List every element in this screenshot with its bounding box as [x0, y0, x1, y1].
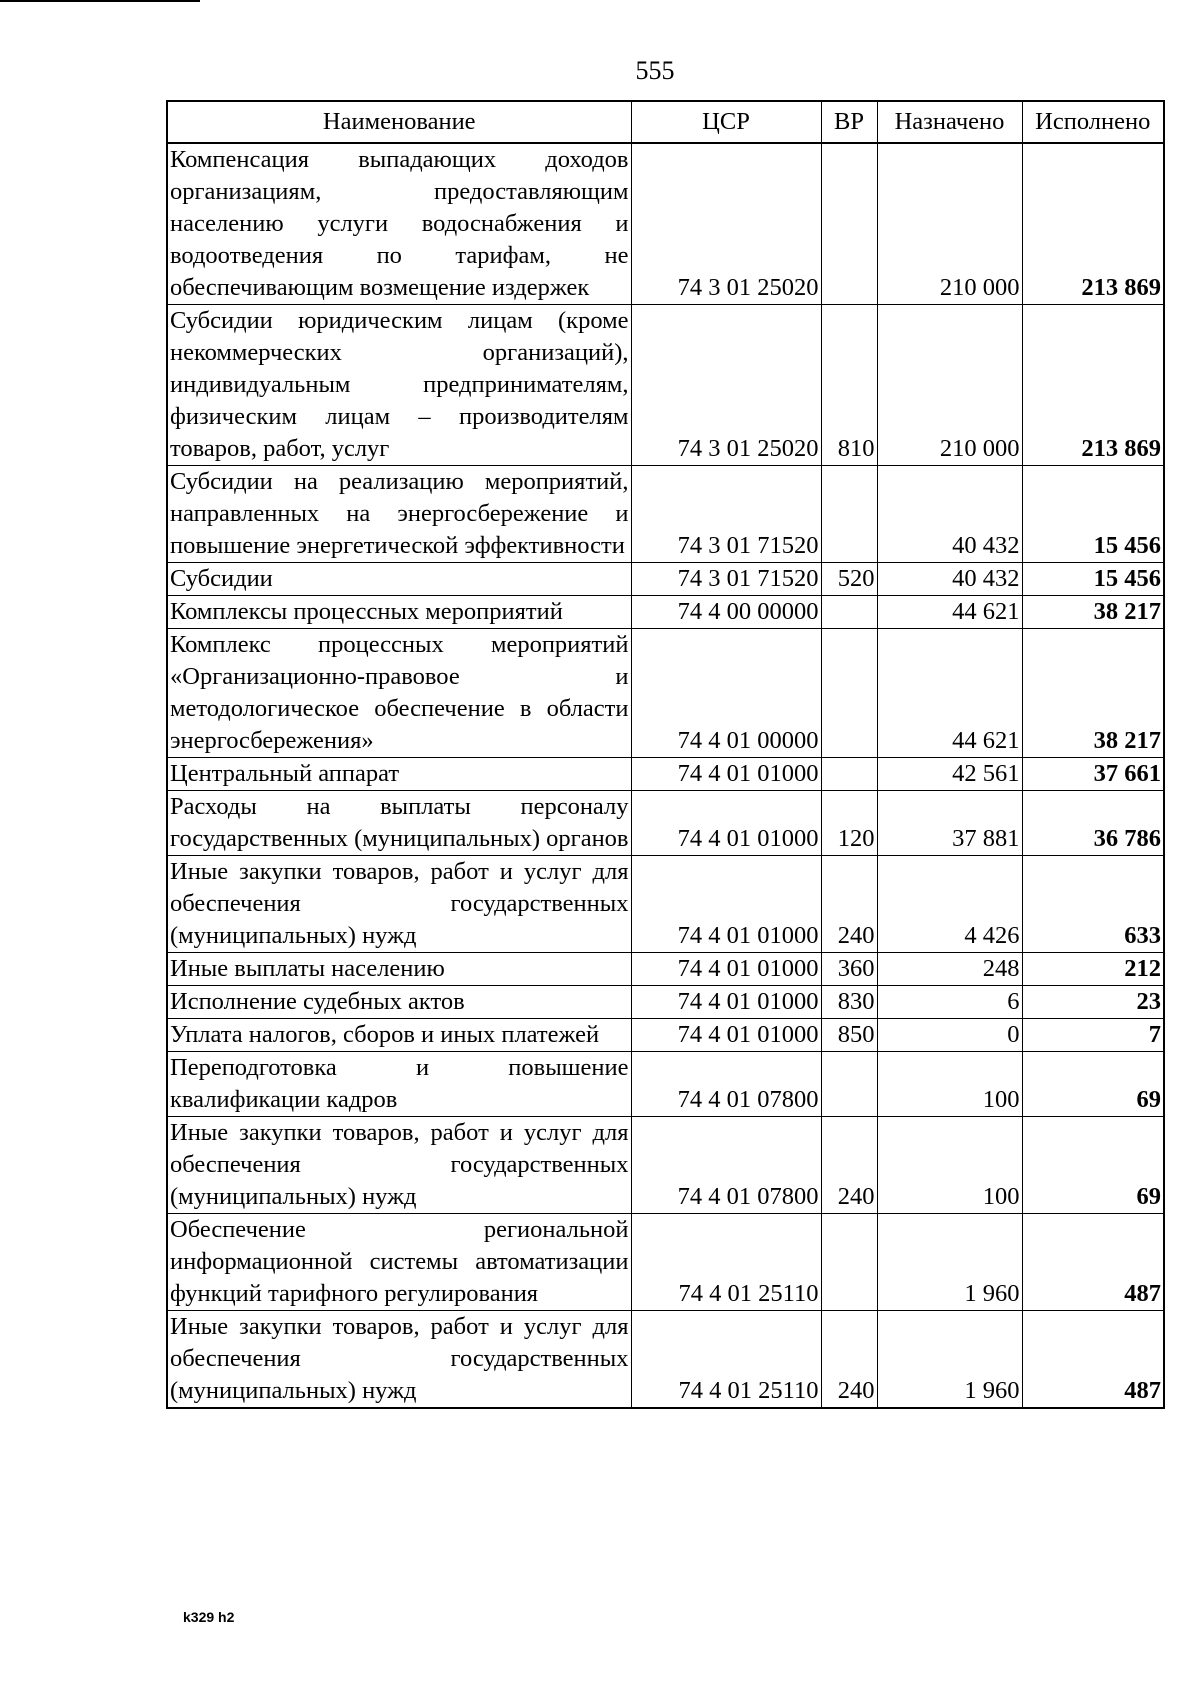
cell-csr: 74 4 01 01000	[631, 758, 821, 791]
table-body	[167, 143, 1164, 1408]
page-number: 555	[635, 56, 675, 85]
cell-csr: 74 4 01 07800	[631, 1052, 821, 1117]
table-row	[167, 596, 1164, 629]
table-row	[167, 1311, 1164, 1409]
cell-executed: 213 869	[1022, 143, 1164, 305]
cell-assigned: 248	[877, 953, 1022, 986]
cell-assigned: 0	[877, 1019, 1022, 1052]
cell-executed: 23	[1022, 986, 1164, 1019]
table-row	[167, 305, 1164, 466]
cell-executed: 487	[1022, 1214, 1164, 1311]
cell-assigned: 100	[877, 1052, 1022, 1117]
cell-vr: 850	[821, 1019, 877, 1052]
cell-executed: 7	[1022, 1019, 1164, 1052]
cell-vr: 240	[821, 1311, 877, 1409]
cell-assigned: 210 000	[877, 305, 1022, 466]
header-name: Наименование	[167, 101, 631, 143]
table-row	[167, 1019, 1164, 1052]
cell-assigned: 1 960	[877, 1214, 1022, 1311]
cell-vr: 520	[821, 563, 877, 596]
cell-assigned: 40 432	[877, 466, 1022, 563]
cell-vr	[821, 143, 877, 305]
cell-csr: 74 4 01 07800	[631, 1117, 821, 1214]
cell-name: Субсидии на реализацию мероприятий, направленных на энергосбережение и повышение энергетической эффективности	[167, 466, 631, 563]
table-row	[167, 1052, 1164, 1117]
cell-assigned: 44 621	[877, 596, 1022, 629]
cell-name: Иные выплаты населению	[167, 953, 631, 986]
cell-name: Обеспечение региональной информационной системы автоматизации функций тарифного регулирования	[167, 1214, 631, 1311]
cell-name: Иные закупки товаров, работ и услуг для обеспечения государственных (муниципальных) нужд	[167, 1117, 631, 1214]
cell-vr	[821, 596, 877, 629]
cell-name: Комплексы процессных мероприятий	[167, 596, 631, 629]
cell-name: Комплекс процессных мероприятий «Организационно-правовое и методологическое обеспечение в области энергосбережения»	[167, 629, 631, 758]
cell-name: Центральный аппарат	[167, 758, 631, 791]
cell-assigned: 42 561	[877, 758, 1022, 791]
cell-csr: 74 4 00 00000	[631, 596, 821, 629]
table-header-row	[167, 101, 1164, 143]
cell-csr: 74 4 01 25110	[631, 1214, 821, 1311]
cell-csr: 74 3 01 25020	[631, 305, 821, 466]
cell-name: Расходы на выплаты персоналу государственных (муниципальных) органов	[167, 791, 631, 856]
table-row	[167, 758, 1164, 791]
cell-executed: 15 456	[1022, 466, 1164, 563]
scan-edge-line	[0, 0, 200, 2]
cell-executed: 213 869	[1022, 305, 1164, 466]
table-row	[167, 629, 1164, 758]
cell-executed: 38 217	[1022, 629, 1164, 758]
cell-name: Исполнение судебных актов	[167, 986, 631, 1019]
cell-name: Переподготовка и повышение квалификации кадров	[167, 1052, 631, 1117]
cell-assigned: 4 426	[877, 856, 1022, 953]
table-row	[167, 856, 1164, 953]
cell-vr: 240	[821, 1117, 877, 1214]
footer-code: k329 h2	[183, 1609, 235, 1625]
table-row	[167, 563, 1164, 596]
cell-name: Иные закупки товаров, работ и услуг для обеспечения государственных (муниципальных) нужд	[167, 1311, 631, 1409]
cell-executed: 633	[1022, 856, 1164, 953]
header-csr: ЦСР	[631, 101, 821, 143]
cell-csr: 74 4 01 01000	[631, 986, 821, 1019]
cell-assigned: 210 000	[877, 143, 1022, 305]
header-executed: Исполнено	[1022, 101, 1164, 143]
budget-table	[166, 100, 1165, 1409]
cell-vr: 830	[821, 986, 877, 1019]
cell-name: Компенсация выпадающих доходов организациям, предоставляющим населению услуги водоснабжения и водоотведения по тарифам, не обеспечивающим возмещение издержек	[167, 143, 631, 305]
cell-executed: 36 786	[1022, 791, 1164, 856]
table-row	[167, 466, 1164, 563]
cell-executed: 38 217	[1022, 596, 1164, 629]
cell-csr: 74 4 01 01000	[631, 953, 821, 986]
cell-executed: 212	[1022, 953, 1164, 986]
cell-csr: 74 4 01 25110	[631, 1311, 821, 1409]
cell-csr: 74 3 01 25020	[631, 143, 821, 305]
cell-name: Субсидии юридическим лицам (кроме некоммерческих организаций), индивидуальным предпринимателям, физическим лицам – производителям товаров, работ, услуг	[167, 305, 631, 466]
cell-csr: 74 4 01 01000	[631, 856, 821, 953]
cell-executed: 15 456	[1022, 563, 1164, 596]
header-vr: ВР	[821, 101, 877, 143]
cell-csr: 74 4 01 00000	[631, 629, 821, 758]
table-row	[167, 143, 1164, 305]
cell-name: Иные закупки товаров, работ и услуг для обеспечения государственных (муниципальных) нужд	[167, 856, 631, 953]
cell-vr	[821, 466, 877, 563]
cell-name: Субсидии	[167, 563, 631, 596]
table-row	[167, 1117, 1164, 1214]
header-assigned: Назначено	[877, 101, 1022, 143]
table-row	[167, 953, 1164, 986]
cell-executed: 69	[1022, 1052, 1164, 1117]
cell-csr: 74 3 01 71520	[631, 466, 821, 563]
cell-assigned: 100	[877, 1117, 1022, 1214]
cell-assigned: 1 960	[877, 1311, 1022, 1409]
cell-assigned: 40 432	[877, 563, 1022, 596]
cell-csr: 74 3 01 71520	[631, 563, 821, 596]
cell-vr: 360	[821, 953, 877, 986]
table-row	[167, 791, 1164, 856]
cell-vr: 240	[821, 856, 877, 953]
cell-vr	[821, 629, 877, 758]
cell-assigned: 6	[877, 986, 1022, 1019]
cell-executed: 69	[1022, 1117, 1164, 1214]
cell-name: Уплата налогов, сборов и иных платежей	[167, 1019, 631, 1052]
cell-vr	[821, 1214, 877, 1311]
cell-csr: 74 4 01 01000	[631, 1019, 821, 1052]
cell-vr: 120	[821, 791, 877, 856]
cell-executed: 487	[1022, 1311, 1164, 1409]
cell-executed: 37 661	[1022, 758, 1164, 791]
cell-assigned: 44 621	[877, 629, 1022, 758]
cell-csr: 74 4 01 01000	[631, 791, 821, 856]
table-row	[167, 986, 1164, 1019]
cell-vr	[821, 758, 877, 791]
cell-assigned: 37 881	[877, 791, 1022, 856]
cell-vr	[821, 1052, 877, 1117]
table-row	[167, 1214, 1164, 1311]
cell-vr: 810	[821, 305, 877, 466]
